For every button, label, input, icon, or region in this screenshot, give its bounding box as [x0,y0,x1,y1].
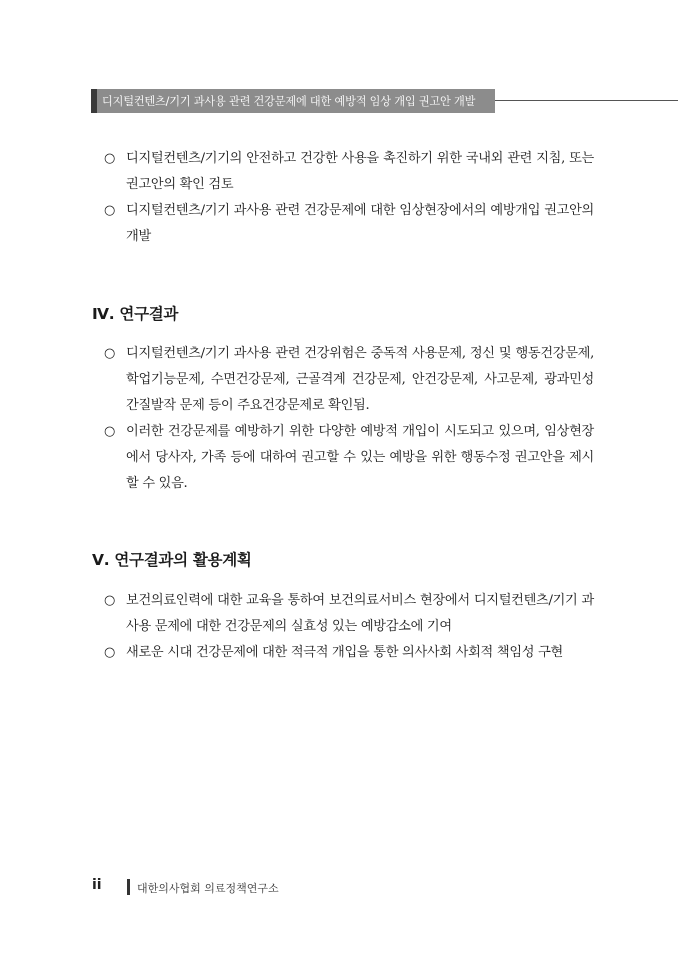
bullet-text: 디지털컨텐츠/기기 과사용 관련 건강문제에 대한 임상현장에서의 예방개입 권고안의 개발 [126,203,594,244]
header-rule [495,100,678,101]
list-item [104,640,594,666]
list-item [104,146,594,198]
intro-bullet-list [104,146,594,250]
bullet-mark: ○ [104,424,116,439]
bullet-mark: ○ [104,645,116,660]
page-number: ii [92,877,102,893]
bullet-mark: ○ [104,593,116,608]
list-item [104,198,594,250]
list-item [104,341,594,419]
plan-bullet-list [104,588,594,666]
bullet-mark: ○ [104,346,116,361]
list-item [104,419,594,497]
header-accent [91,89,97,113]
section-title-results: Ⅳ. 연구결과 [92,305,179,323]
bullet-text: 디지털컨텐츠/기기의 안전하고 건강한 사용을 촉진하기 위한 국내외 관련 지침, 또는 권고안의 확인 검토 [126,151,594,192]
bullet-text: 새로운 시대 건강문제에 대한 적극적 개입을 통한 의사사회 사회적 책임성 구현 [126,645,563,660]
bullet-mark: ○ [104,203,116,218]
section-title-plan: Ⅴ. 연구결과의 활용계획 [92,551,252,569]
bullet-text: 보건의료인력에 대한 교육을 통하여 보건의료서비스 현장에서 디지털컨텐츠/기기 과사용 문제에 대한 건강문제의 실효성 있는 예방감소에 기여 [126,593,594,634]
list-item [104,588,594,640]
header-bar [91,89,495,113]
bullet-text: 디지털컨텐츠/기기 과사용 관련 건강위험은 중독적 사용문제, 정신 및 행동건강문제, 학업기능문제, 수면건강문제, 근골격계 건강문제, 안건강문제, 사고문제, 광과민성 간질발작 문제 등이 주요건강문제로 확인됨. [126,346,594,413]
footer-bar [127,879,130,895]
header-title: 디지털컨텐츠/기기 과사용 관련 건강문제에 대한 예방적 임상 개입 권고안 개발 [102,95,476,108]
page-footer [92,877,492,897]
running-header [91,89,591,113]
results-bullet-list [104,341,594,497]
bullet-mark: ○ [104,151,116,166]
bullet-text: 이러한 건강문제를 예방하기 위한 다양한 예방적 개입이 시도되고 있으며, 임상현장에서 당사자, 가족 등에 대하여 권고할 수 있는 예방을 위한 행동수정 권고안을 제시할 수 있음. [126,424,594,491]
footer-organization: 대한의사협회 의료정책연구소 [137,882,279,895]
